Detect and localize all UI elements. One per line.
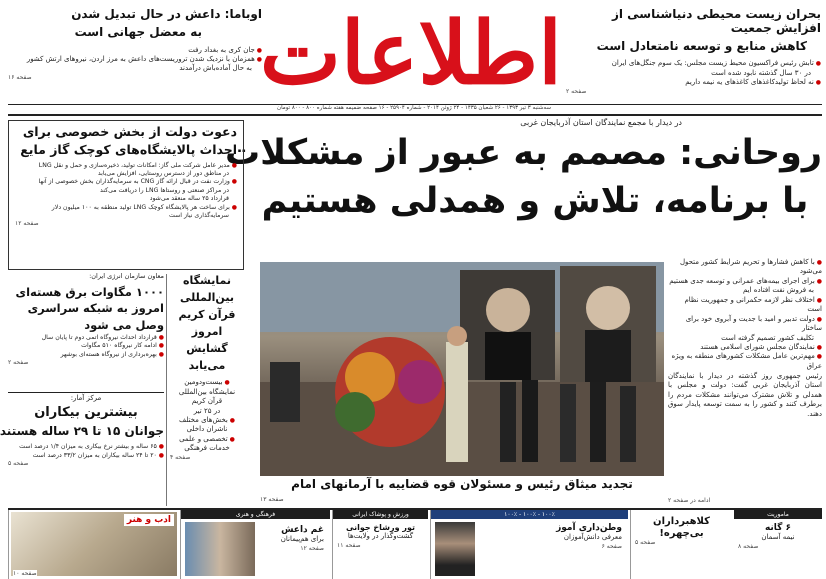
lead-body: رئیس جمهوری روز گذشته در دیدار با نمایندگان استان آذربایجان غربی گفت: دولت و مجلس با همدلی و تلاش مشترک می‌توانند مشکلات مردم را برطرف کنند و کشور را به سمت توسعه پایدار سوق دهند. — [668, 372, 822, 418]
strip-page: صفحه ۱۰ — [13, 570, 37, 577]
unemployment-kicker: مرکز آمار: — [70, 394, 102, 402]
portrait-icon — [435, 522, 475, 576]
nuclear-story — [8, 272, 164, 390]
teaser-bullet: ● جان کری به بغداد رفت — [8, 46, 262, 55]
nuclear-page-ref: صفحه ۲ — [8, 358, 29, 366]
strip-sub: نیمه آسمان — [761, 533, 795, 542]
unemployment-page-ref: صفحه ۵ — [8, 459, 29, 467]
lead-headline-2: با برنامه، تلاش و همدلی هستیم — [261, 181, 809, 222]
top-left-teaser — [8, 8, 262, 104]
gas-bullet: ● وزارت نفت در قبال ارائه گاز CNG به سرمایه‌گذاران بخش خصوصی از آنها — [15, 178, 237, 186]
lead-bullet: تکلیف کشور تصمیم گرفته است — [721, 333, 814, 342]
strip-item — [630, 510, 732, 579]
gas-bullet: ● مدیر عامل شرکت ملی گاز: امکانات تولید، ذخیره‌سازی و حمل و نقل LNG — [15, 162, 237, 170]
teaser-bullet: در ۳۰ سال گذشته نابود شده است — [711, 68, 811, 77]
lead-bullet: ● مهم‌ترین عامل مشکلات کشورهای منطقه به ویژه عراق — [668, 352, 822, 371]
strip-item — [332, 510, 428, 579]
teaser-headline: بحران زیست محیطی دنیاشناسی از افزایش جمعیت — [611, 7, 821, 35]
page-ref: صفحه ۲ — [566, 87, 587, 95]
nuclear-bullet: ● ادامه کار نیروگاه ۵۱۰ مگاوات — [8, 342, 164, 350]
strip-sub: برای هم‌پیمانان — [280, 535, 324, 544]
unemployment-headline: بیشترین بیکاران — [34, 405, 138, 421]
strip-title: غم داعش — [281, 525, 324, 535]
exhibition-line: ● بخش‌های مختلف — [170, 416, 244, 425]
unemployment-headline-2: جوانان ۱۵ تا ۲۹ ساله هستند — [0, 424, 164, 439]
teaser-headline-2: کاهش منابع و توسعه نامتعادل است — [596, 38, 807, 53]
teaser-bullet: ● تابش رئیس فراکسیون محیط زیست مجلس: یک سوم جنگل‌های ایران — [566, 59, 821, 68]
lead-bullet: به فروش نفت افتاده ایم — [743, 286, 814, 295]
lead-headline: روحانی: مصمم به عبور از مشکلات — [225, 132, 822, 173]
lead-bullet: ● برای اجرای بیمه‌های عمرانی و توسعه جدی هستیم — [668, 277, 822, 286]
strip-head: ماموریت — [734, 510, 822, 519]
strip-head: فرهنگی و هنری — [181, 510, 330, 519]
strip-head: ۱۰۰٪ - ۱۰۰٪ - ۱۰۰٪ — [431, 510, 628, 519]
strip-page: صفحه ۱۲ — [300, 544, 324, 552]
gas-bullet: ● برای ساخت هر پالایشگاه کوچک LNG تولید منطقه به ۱۰۰ میلیون دلار — [15, 204, 237, 212]
gas-bullet: سرمایه‌گذاری نیاز است — [169, 211, 229, 219]
strip-title: وطن‌داری آموز — [556, 523, 622, 533]
strip-head: ورزش و پوشاک ایرانی — [333, 510, 428, 519]
strip-sub: بی‌چهره! — [659, 527, 704, 539]
photo-caption: تجدید میثاق رئیس و مسئولان قوه قضاییه با آرمانهای امام — [291, 477, 633, 491]
strip-title: کلاهبرداران — [653, 516, 710, 527]
dateline: سه‌شنبه ۳ تیر ۱۳۹۳ - ۲۶ شعبان ۱۴۳۵ - ۲۴ ژوئن ۲۰۱۴ - شماره ۲۵۹۰۴ - ۱۶ صفحه ضمیمه هفته شماره ۸۰۰ - ۸۰۰ تومان — [277, 105, 551, 111]
strip-page: صفحه ۵ — [635, 539, 656, 546]
unemployment-bullet: ● ۲۰ تا ۲۴ ساله بیکاران به میزان ۳۳/۲ درصد است — [8, 452, 164, 460]
strip-sub: معرفی دانش‌آموزان — [563, 533, 622, 542]
top-right-teaser — [566, 8, 821, 104]
strip-page: صفحه ۶ — [601, 542, 622, 550]
exhibition-divider — [166, 274, 167, 506]
photo-page-ref: صفحه ۱۳ — [260, 496, 284, 503]
exhibition-headline: نمایشگاه بین‌المللی قرآن کریم امروز گشایش می‌یابد — [178, 274, 236, 373]
exhibition-line: قرآن کریم — [191, 397, 223, 406]
gas-box — [8, 120, 244, 270]
lead-photo — [260, 262, 664, 476]
strip-head — [631, 510, 732, 512]
masthead — [259, 3, 562, 104]
strip-page: صفحه ۸ — [738, 542, 759, 550]
strip-item — [734, 510, 822, 579]
lead-page-ref: ادامه در صفحه ۲ — [668, 497, 711, 504]
masthead-title: اطلاعات — [259, 3, 562, 104]
strip-title: تور ورشاخ جوانی — [345, 523, 416, 532]
lead-story — [225, 118, 822, 258]
exhibition-page-ref: صفحه ۴ — [170, 453, 191, 461]
lead-bullet: ● نمایندگان مجلس شورای اسلامی هستند — [668, 343, 822, 352]
exhibition-story — [170, 272, 244, 506]
strip-page: صفحه ۱۱ — [337, 541, 361, 549]
teaser-headline: اوباما: داعش در حال تبدیل شدن — [71, 7, 262, 21]
strip-sub: گشت‌وگذار در ولایت‌ها — [347, 532, 414, 541]
gas-bullet: در مناطق دور از دسترس روستایی، افزایش می‌یابد — [97, 170, 229, 178]
unemployment-bullet: ● ۶۵ ساله و بیشتر نرخ بیکاری به میزان ۱/۴ درصد است — [8, 443, 164, 451]
strip-title: ادب و هنر — [124, 514, 174, 526]
teaser-headline-2: به معضل جهانی است — [74, 24, 202, 39]
ceremony-photo-icon — [260, 262, 664, 476]
unemployment-rule — [8, 392, 164, 393]
gas-bullet: قرارداد ۲۵ ساله منعقد می‌شود — [149, 195, 229, 203]
dateline-rule-bottom — [8, 114, 822, 116]
nuclear-kicker: معاون سازمان انرژی ایران: — [89, 272, 164, 280]
teaser-bullet: به حال آماده‌باش درآمدند — [179, 64, 252, 73]
nuclear-headline: ۱۰۰۰ مگاوات برق هسته‌ای امروز به شبکه سراسری وصل می شود — [15, 284, 164, 333]
strip-title: ۶ گانه — [764, 523, 792, 533]
nuclear-bullet: ● قرارداد احداث نیروگاه اتمی دوم تا پایان سال — [8, 334, 164, 342]
lead-bullets — [668, 258, 822, 368]
exhibition-line: ناشران داخلی — [186, 425, 228, 434]
nuclear-bullet: ● بهره‌برداری از نیروگاه هسته‌ای بوشهر — [8, 351, 164, 359]
exhibition-line: ● تخصصی و علمی — [170, 435, 244, 444]
strip-item — [180, 510, 330, 579]
teaser-bullet: ● همزمان با نزدیک شدن تروریست‌های داعش به مرز اردن، نیروهای ارتش کشور — [8, 55, 262, 64]
unemployment-story — [0, 394, 164, 506]
lead-kicker: در دیدار با مجمع نمایندگان استان آذربایجان غربی — [520, 118, 682, 127]
exhibition-line: خدمات فرهنگی — [184, 444, 230, 453]
exhibition-line: نمایشگاه بین‌المللی — [178, 387, 236, 396]
gas-headline-2: احداث پالایشگاه‌های کوچک گاز مایع — [20, 142, 237, 158]
gas-headline: دعوت دولت از بخش خصوصی برای — [22, 124, 237, 139]
teaser-bullet: ● نه لحاظ تولیدکاغذهای کاغذهای یه نیمه داریم — [566, 78, 821, 87]
lead-bullet: ● با کاهش فشارها و تحریم شرایط کشور متحول می‌شود — [668, 258, 822, 277]
exhibition-line: ● بیست‌و‌دومین — [170, 378, 244, 387]
lead-bullet: ● دولت تدبیر و امید با جدیت و آبروی خود برای ساختار — [668, 315, 822, 334]
gas-page-ref: صفحه ۱۲ — [15, 220, 39, 228]
strip-item — [430, 510, 628, 579]
kids-photo-icon — [185, 522, 255, 576]
page-ref: صفحه ۱۶ — [8, 73, 32, 81]
gas-bullet: در مراکز صنعتی و روستاها LNG را دریافت می‌کند — [100, 186, 229, 194]
lead-bullet: ● اختلاف نظر لازمه حکمرانی و جمهوریت نظام است — [668, 296, 822, 315]
exhibition-line: در ۲۵ تیر — [193, 406, 221, 415]
strip-item — [8, 510, 178, 579]
